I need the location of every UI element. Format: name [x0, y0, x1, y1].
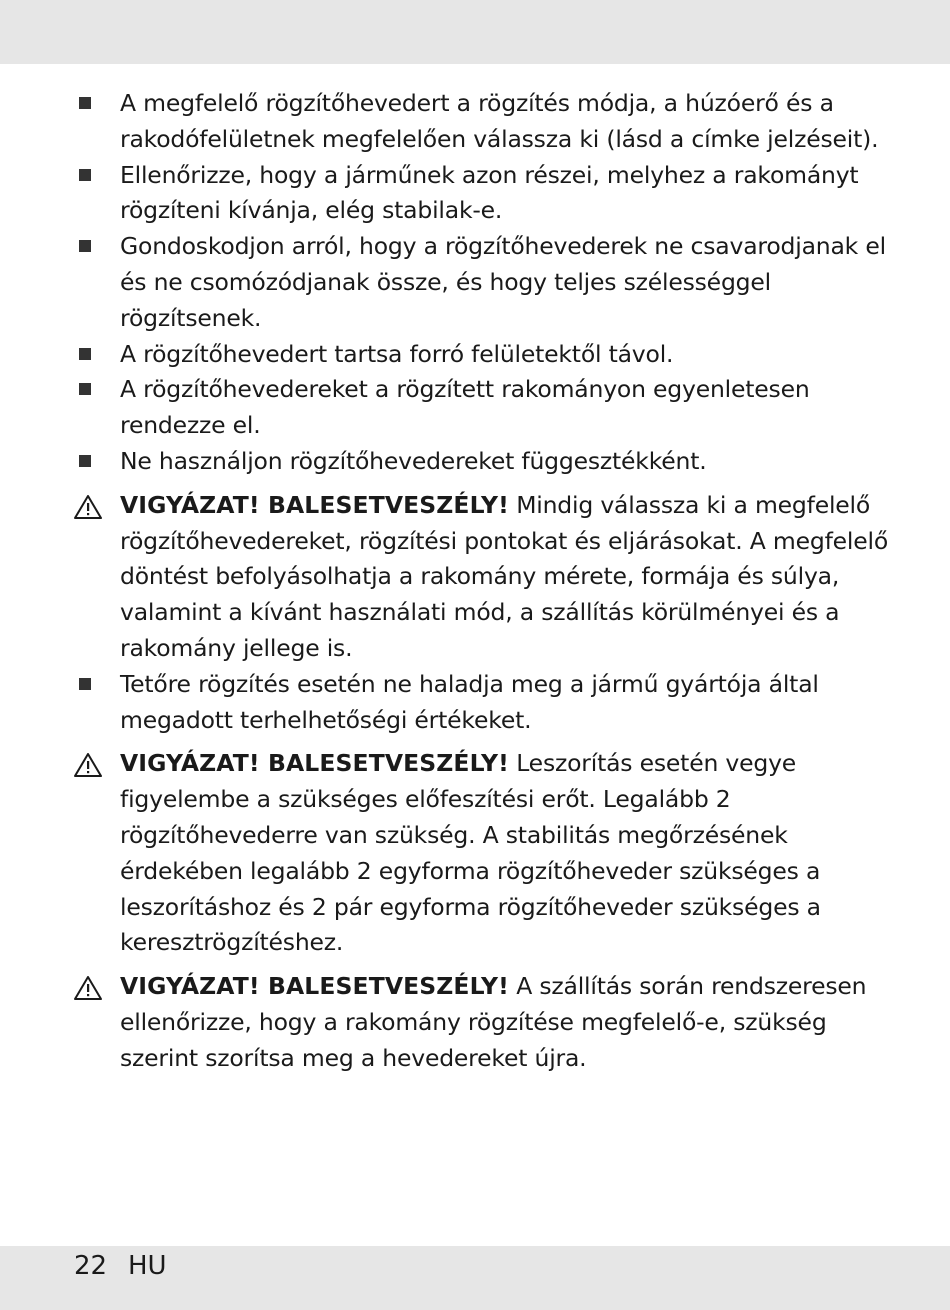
warning-item	[0, 746, 950, 961]
document-body	[0, 86, 950, 1077]
item-text: A megfelelő rögzítőhevedert a rögzítés módja, a húzóerő és a rakodófelületnek megfelelően válassza ki (lásd a címke jelzéseit).	[120, 89, 879, 153]
list-item	[0, 158, 950, 230]
item-text: Mindig válassza ki a megfelelő rögzítőhevedereket, rögzítési pontokat és eljárásokat. A megfelelő döntést befolyásolhatja a rakomány mérete, formája és súlya, valamint a kívánt használati mód, a szállítás körülményei és a rakomány jellege is.	[120, 490, 889, 662]
warning-triangle-icon	[73, 752, 103, 778]
list-item	[0, 444, 950, 480]
list-item	[0, 337, 950, 373]
square-bullet-icon	[79, 383, 91, 395]
header-band	[0, 0, 950, 64]
item-text: A rögzítőhevedereket a rögzített rakományon egyenletesen rendezze el.	[120, 375, 810, 440]
item-text: Ne használjon rögzítőhevedereket függesztékként.	[120, 446, 707, 475]
item-text: Gondoskodjon arról, hogy a rögzítőhevederek ne csavarodjanak el és ne csomózódjanak össze, és hogy teljes szélességgel rögzítsenek.	[120, 232, 886, 332]
list-item	[0, 86, 950, 158]
warning-item	[0, 488, 950, 667]
warning-label: VIGYÁZAT! BALESETVESZÉLY!	[120, 749, 509, 778]
item-text: Ellenőrizze, hogy a járműnek azon részei, melyhez a rakományt rögzíteni kívánja, elég stabilak-e.	[120, 160, 859, 225]
item-text: Tetőre rögzítés esetén ne haladja meg a jármű gyártója által megadott terhelhetőségi értékeket.	[120, 669, 819, 734]
square-bullet-icon	[79, 240, 91, 252]
warning-label: VIGYÁZAT! BALESETVESZÉLY!	[120, 490, 509, 519]
warning-triangle-icon	[73, 494, 103, 520]
item-text: A rögzítőhevedert tartsa forró felületektől távol.	[120, 339, 674, 368]
list-item	[0, 229, 950, 336]
list-item	[0, 667, 950, 739]
page-number: 22	[74, 1251, 108, 1281]
square-bullet-icon	[79, 97, 91, 109]
item-text: Leszorítás esetén vegye figyelembe a szükséges előfeszítési erőt. Legalább 2 rögzítőhevederre van szükség. A stabilitás megőrzésének érdekében legalább 2 egyforma rögzítőheveder szükséges a leszorításhoz és 2 pár egyforma rögzítőheveder szükséges a keresztrögzítéshez.	[120, 749, 821, 957]
warning-item	[0, 969, 950, 1076]
warning-triangle-icon	[73, 975, 103, 1001]
square-bullet-icon	[79, 348, 91, 360]
list-item	[0, 372, 950, 444]
warning-label: VIGYÁZAT! BALESETVESZÉLY!	[120, 972, 509, 1001]
item-text: A szállítás során rendszeresen ellenőrizze, hogy a rakomány rögzítése megfelelő-e, szükség szerint szorítsa meg a hevedereket újra.	[120, 972, 867, 1072]
language-code: HU	[128, 1251, 167, 1281]
square-bullet-icon	[79, 169, 91, 181]
square-bullet-icon	[79, 678, 91, 690]
square-bullet-icon	[79, 455, 91, 467]
